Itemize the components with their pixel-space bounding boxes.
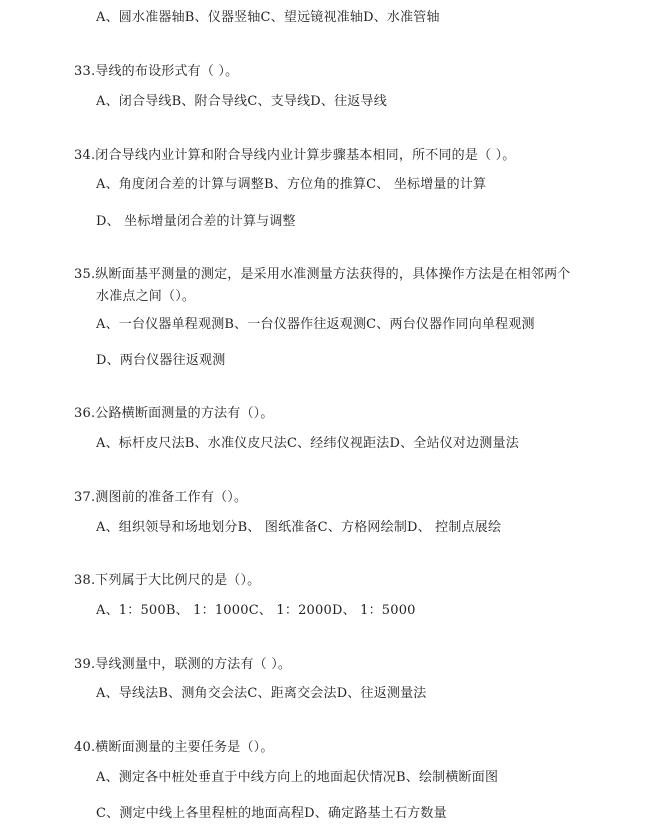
q37-stem: 37.测图前的准备工作有（）。 <box>74 490 248 505</box>
q33-stem: 33.导线的布设形式有（ ）。 <box>74 64 239 79</box>
q37-options: A、组织领导和场地划分B、 图纸准备C、方格网绘制D、 控制点展绘 <box>96 520 502 535</box>
q33-options: A、闭合导线B、附合导线C、支导线D、往返导线 <box>96 94 387 109</box>
q40-stem: 40.横断面测量的主要任务是（）。 <box>74 740 274 755</box>
q36-stem: 36.公路横断面测量的方法有（）。 <box>74 406 274 421</box>
q35-options-abc: A、一台仪器单程观测B、一台仪器作往返观测C、两台仪器作同向单程观测 <box>96 317 535 332</box>
q34-stem: 34.闭合导线内业计算和附合导线内业计算步骤基本相同，所不同的是（ ）。 <box>74 148 516 163</box>
q35-stem-line2: 水准点之间（）。 <box>96 289 196 304</box>
q34-option-d: D、 坐标增量闭合差的计算与调整 <box>96 214 296 229</box>
q38-stem: 38.下列属于大比例尺的是（）。 <box>74 573 261 588</box>
q38-options: A、1：500B、 1：1000C、 1：2000D、 1：5000 <box>96 603 416 618</box>
q35-option-d: D、两台仪器往返观测 <box>96 353 226 368</box>
q39-options: A、导线法B、测角交会法C、距离交会法D、往返测量法 <box>96 686 427 701</box>
q40-options-ab: A、测定各中桩处垂直于中线方向上的地面起伏情况B、绘制横断面图 <box>96 770 499 785</box>
q34-options-abc: A、角度闭合差的计算与调整B、方位角的推算C、 坐标增量的计算 <box>96 177 487 192</box>
q35-stem-line1: 35.纵断面基平测量的测定，是采用水准测量方法获得的，具体操作方法是在相邻两个 <box>74 267 571 282</box>
q36-options: A、标杆皮尺法B、水准仪皮尺法C、经纬仪视距法D、全站仪对边测量法 <box>96 436 519 451</box>
q39-stem: 39.导线测量中，联测的方法有（ ）。 <box>74 657 292 672</box>
q40-options-cd: C、测定中线上各里程桩的地面高程D、确定路基土石方数量 <box>96 806 447 821</box>
q32-options: A、圆水准器轴B、仪器竖轴C、望远镜视准轴D、水准管轴 <box>96 10 440 25</box>
